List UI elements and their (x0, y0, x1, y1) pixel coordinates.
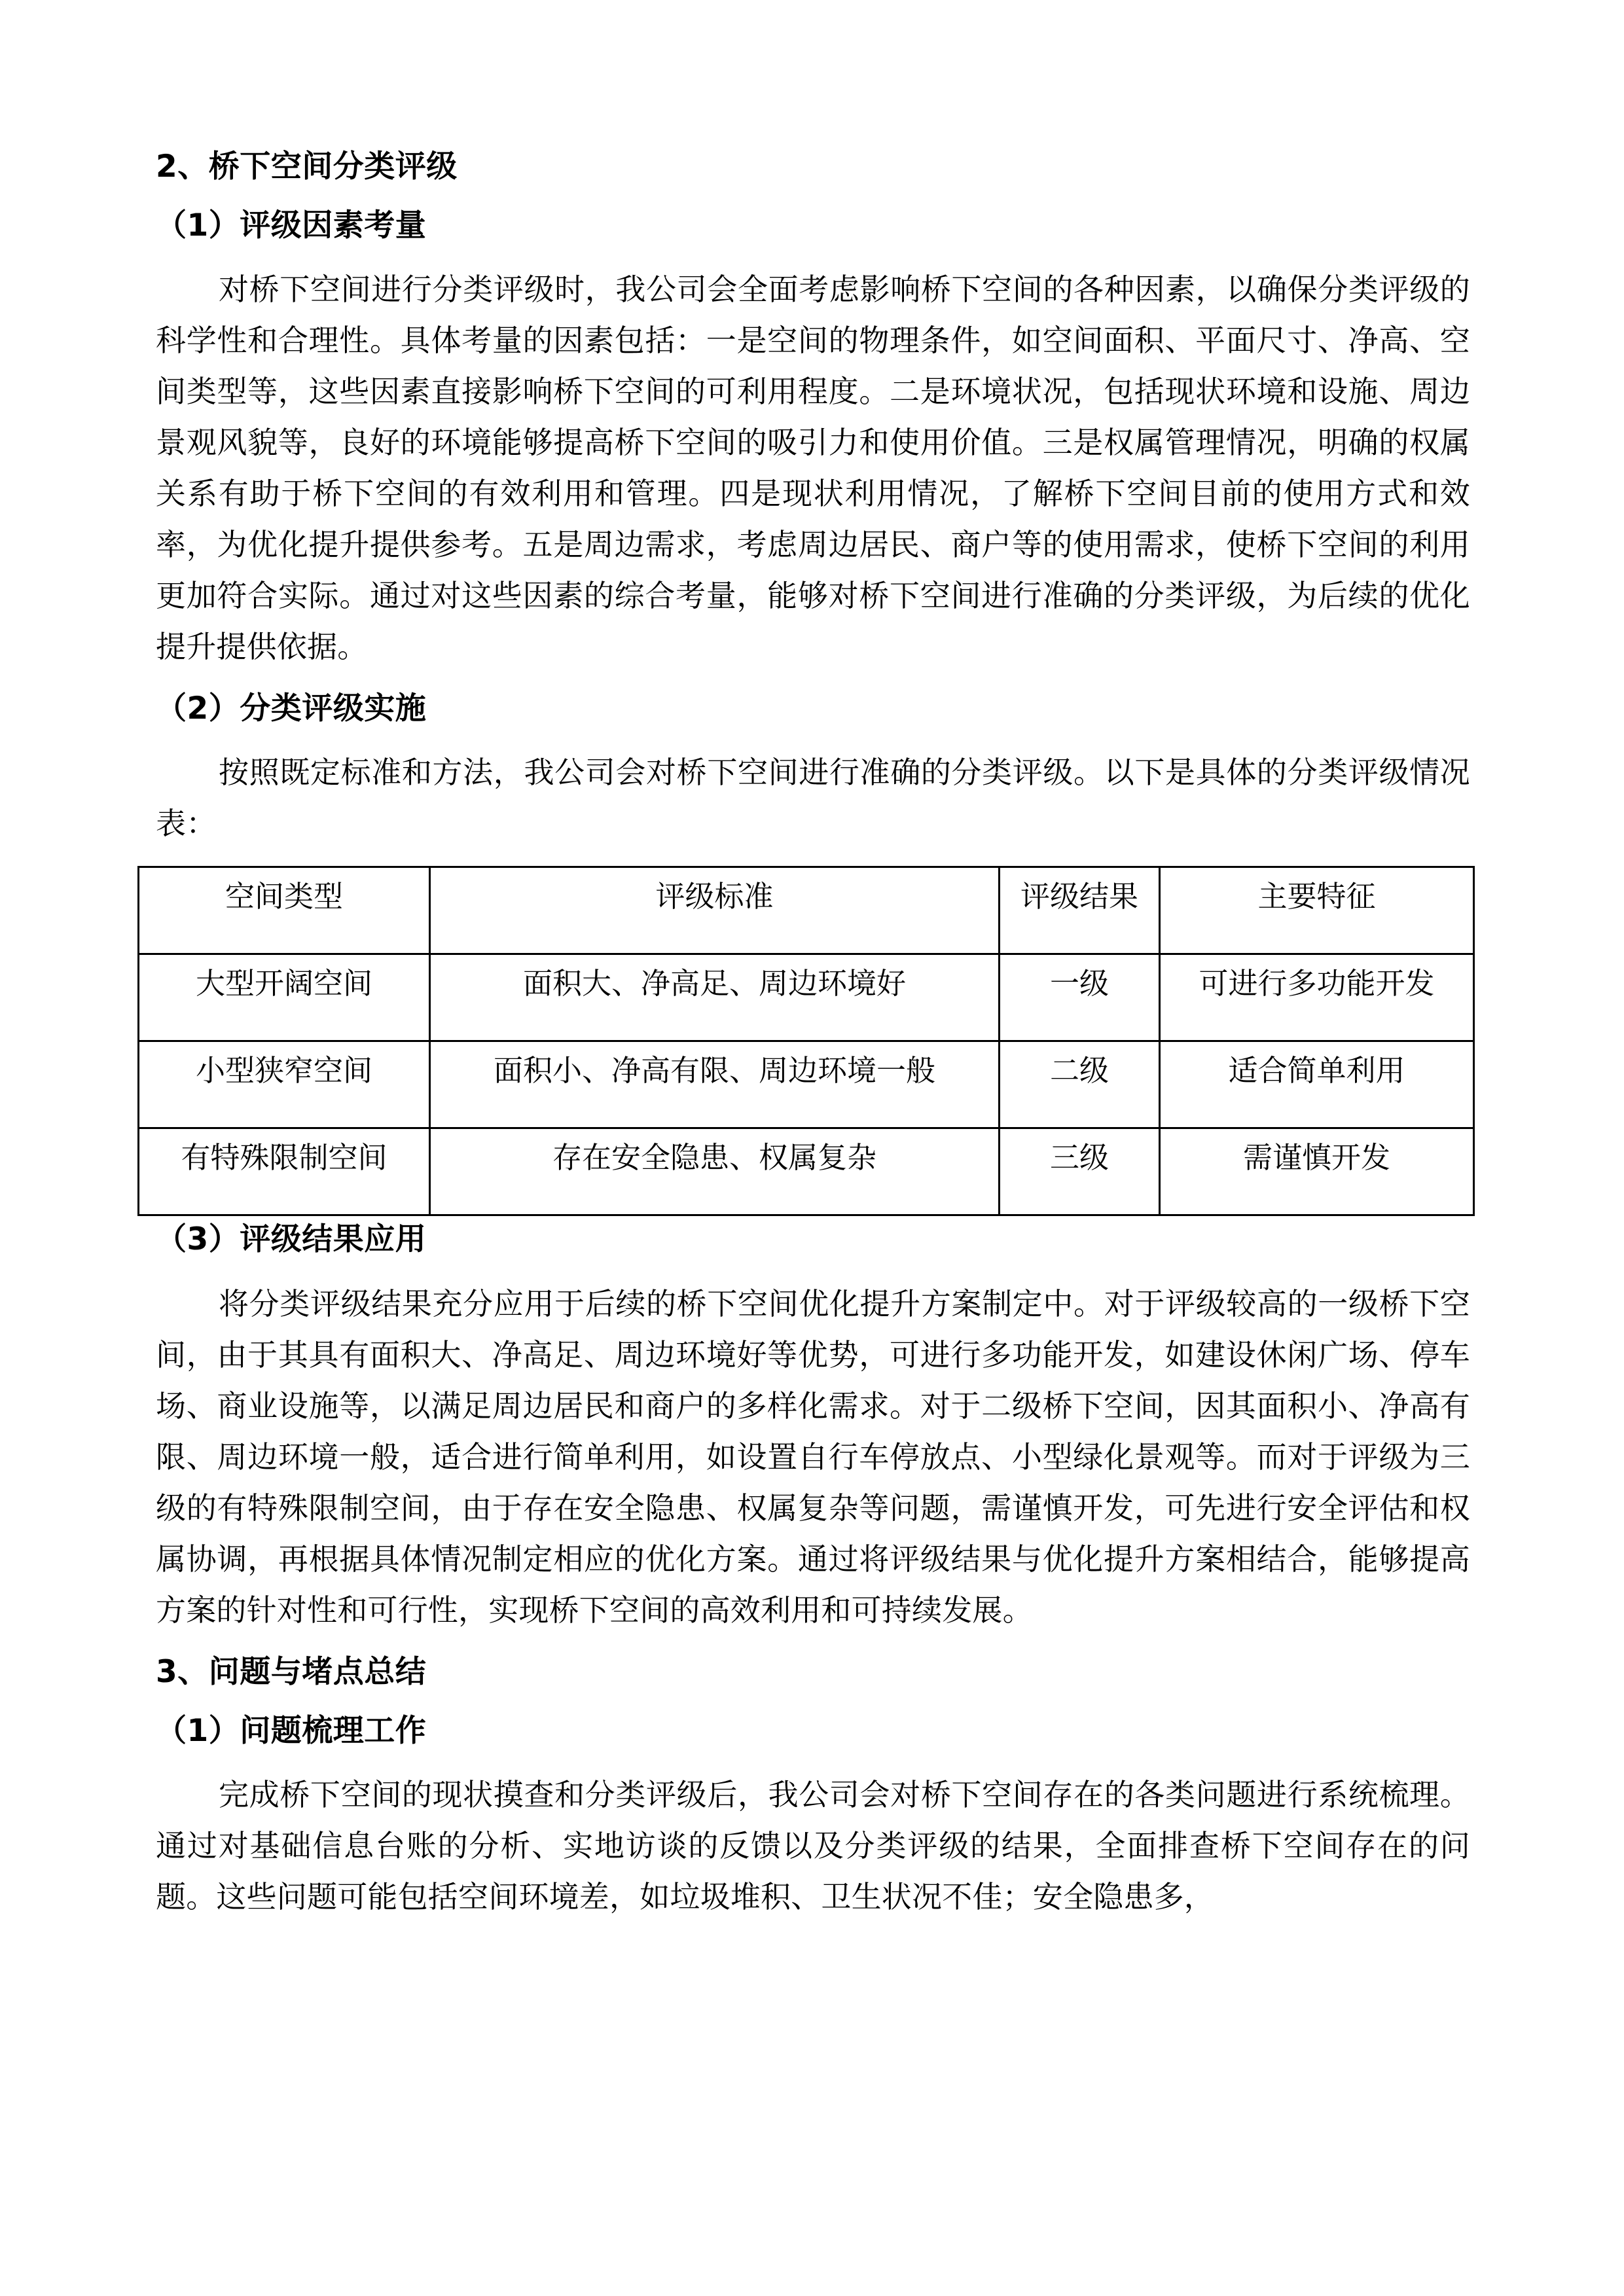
table-cell-space-type: 大型开阔空间 (139, 954, 430, 1041)
paragraph-rating-application: 将分类评级结果充分应用于后续的桥下空间优化提升方案制定中。对于评级较高的一级桥下空间，由于其具有面积大、净高足、周边环境好等优势，可进行多功能开发，如建设休闲广场、停车场、商业设施等，以满足周边居民和商户的多样化需求。对于二级桥下空间，因其面积小、净高有限、周边环境一般，适合进行简单利用，如设置自行车停放点、小型绿化景观等。而对于评级为三级的有特殊限制空间，由于存在安全隐患、权属复杂等问题，需谨慎开发，可先进行安全评估和权属协调，再根据具体情况制定相应的优化方案。通过将评级结果与优化提升方案相结合，能够提高方案的针对性和可行性，实现桥下空间的高效利用和可持续发展。 (156, 1285, 1470, 1628)
table-cell-rating-criteria: 面积小、净高有限、周边环境一般 (430, 1041, 1000, 1128)
table-cell-rating-result: 二级 (1000, 1041, 1160, 1128)
table-row (139, 1041, 1474, 1128)
table-row (139, 1128, 1474, 1215)
section-heading-2: 2、桥下空间分类评级 (156, 149, 458, 185)
table-cell-rating-criteria: 面积大、净高足、周边环境好 (430, 954, 1000, 1041)
paragraph-problem-sorting: 完成桥下空间的现状摸查和分类评级后，我公司会对桥下空间存在的各类问题进行系统梳理。通过对基础信息台账的分析、实地访谈的反馈以及分类评级的结果，全面排查桥下空间存在的问题。这些问题可能包括空间环境差，如垃圾堆积、卫生状况不佳；安全隐患多， (156, 1776, 1470, 1914)
table-cell-space-type: 有特殊限制空间 (139, 1128, 430, 1215)
table-header-cell: 主要特征 (1160, 867, 1474, 954)
paragraph-rating-implementation: 按照既定标准和方法，我公司会对桥下空间进行准确的分类评级。以下是具体的分类评级情况表： (156, 755, 1470, 842)
table-cell-rating-criteria: 存在安全隐患、权属复杂 (430, 1128, 1000, 1215)
table-header-cell: 空间类型 (139, 867, 430, 954)
table-row (139, 954, 1474, 1041)
classification-rating-table (137, 866, 1475, 1216)
subsection-heading-2-2: （2）分类评级实施 (156, 691, 427, 727)
section-heading-3: 3、问题与堵点总结 (156, 1653, 427, 1690)
page-content (156, 147, 1470, 1922)
table-cell-main-feature: 需谨慎开发 (1160, 1128, 1474, 1215)
table-cell-rating-result: 三级 (1000, 1128, 1160, 1215)
table-header-row (139, 867, 1474, 954)
paragraph-rating-factors: 对桥下空间进行分类评级时，我公司会全面考虑影响桥下空间的各种因素，以确保分类评级的科学性和合理性。具体考量的因素包括：一是空间的物理条件，如空间面积、平面尺寸、净高、空间类型等，这些因素直接影响桥下空间的可利用程度。二是环境状况，包括现状环境和设施、周边景观风貌等，良好的环境能够提高桥下空间的吸引力和使用价值。三是权属管理情况，明确的权属关系有助于桥下空间的有效利用和管理。四是现状利用情况，了解桥下空间目前的使用方式和效率，为优化提升提供参考。五是周边需求，考虑周边居民、商户等的使用需求，使桥下空间的利用更加符合实际。通过对这些因素的综合考量，能够对桥下空间进行准确的分类评级，为后续的优化提升提供依据。 (156, 272, 1470, 665)
table-header-cell: 评级结果 (1000, 867, 1160, 954)
table-header-cell: 评级标准 (430, 867, 1000, 954)
table-cell-rating-result: 一级 (1000, 954, 1160, 1041)
table-cell-space-type: 小型狭窄空间 (139, 1041, 430, 1128)
subsection-heading-2-1: （1）评级因素考量 (156, 207, 427, 244)
subsection-heading-2-3: （3）评级结果应用 (156, 1221, 427, 1258)
table-cell-main-feature: 可进行多功能开发 (1160, 954, 1474, 1041)
table-cell-main-feature: 适合简单利用 (1160, 1041, 1474, 1128)
subsection-heading-3-1: （1）问题梳理工作 (156, 1712, 427, 1749)
